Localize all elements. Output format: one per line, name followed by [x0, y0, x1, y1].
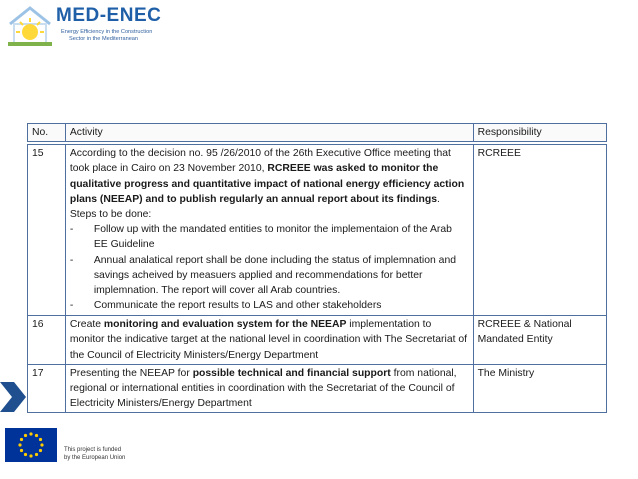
responsibility-cell: The Ministry	[473, 364, 606, 413]
header-activity: Activity	[65, 124, 473, 142]
step-text: Communicate the report results to LAS and other stakeholders	[93, 300, 382, 312]
activity-post: implementation to monitor the indicative target at the national level in coordination with The Secretariat of the Council of Electricity Ministers/Energy Department	[69, 319, 468, 361]
activity-table	[27, 123, 607, 413]
activity-bold: possible technical and financial support	[192, 367, 391, 379]
step-text: Annual analatical report shall be done including the status of implemnation and savings acheived by measuers applied and recommendations for better implemnation. The report will cover all Arab countries.	[93, 254, 457, 297]
logo-subtitle-line1: Energy Efficiency in the Construction	[61, 29, 153, 35]
activity-text-block	[70, 146, 469, 314]
eu-note-line1: This project is funded	[64, 447, 122, 453]
step-bullet: -	[69, 300, 74, 312]
activity-cell	[65, 145, 473, 316]
header-no: No.	[28, 124, 66, 142]
row-number: 16	[28, 316, 66, 365]
step-item	[70, 222, 469, 252]
activity-post: from national, regional or international entities in coordination with the Secretariat of the Council of Electricity Ministers/Energy Department	[69, 367, 457, 410]
step-item	[70, 298, 469, 313]
activity-bold: monitoring and evaluation system for the NEEAP	[103, 319, 347, 331]
header-responsibility: Responsibility	[473, 124, 606, 142]
table-row	[28, 145, 607, 316]
logo-subtitle	[61, 29, 181, 43]
activity-pre: Create	[69, 319, 104, 331]
responsibility-cell: RCREEE & National Mandated Entity	[473, 316, 606, 365]
step-bullet: -	[69, 224, 74, 236]
logo-subtitle-line2: Sector in the Mediterranean	[69, 36, 139, 42]
activity-cell	[65, 316, 473, 365]
step-bullet: -	[69, 254, 74, 266]
row-number: 15	[28, 145, 66, 316]
activity-intro: According to the decision no. 95 /26/2010 of the 26th Executive Office meeting that took place in Cairo on 23 November 2010,	[69, 148, 451, 175]
arrow-right-icon	[0, 382, 26, 412]
table-row	[28, 316, 607, 365]
row-number: 17	[28, 364, 66, 413]
responsibility-cell: RCREEE	[473, 145, 606, 316]
logo-title: MED-ENEC	[56, 5, 162, 26]
activity-cell	[65, 364, 473, 413]
eu-funding-note	[64, 446, 125, 462]
eu-flag-icon	[5, 428, 57, 462]
med-enec-logo	[6, 2, 196, 60]
eu-note-line2: by the European Union	[64, 455, 126, 461]
step-item	[70, 253, 469, 299]
activity-pre: Presenting the NEEAP for	[69, 367, 193, 379]
table-row	[28, 364, 607, 413]
step-text: Follow up with the mandated entities to monitor the implementaion of the Arab EE Guideline	[93, 224, 452, 251]
activity-intro-bold: RCREEE was asked to monitor the qualitative progress and quantitative impact of national energy efficiency action plans (NEEAP) and to publish regularly an annual report about its findings	[69, 163, 465, 205]
logo-house-icon	[6, 2, 58, 48]
activity-intro-tail: . Steps to be done:	[69, 193, 440, 221]
table-header-row	[28, 124, 607, 142]
